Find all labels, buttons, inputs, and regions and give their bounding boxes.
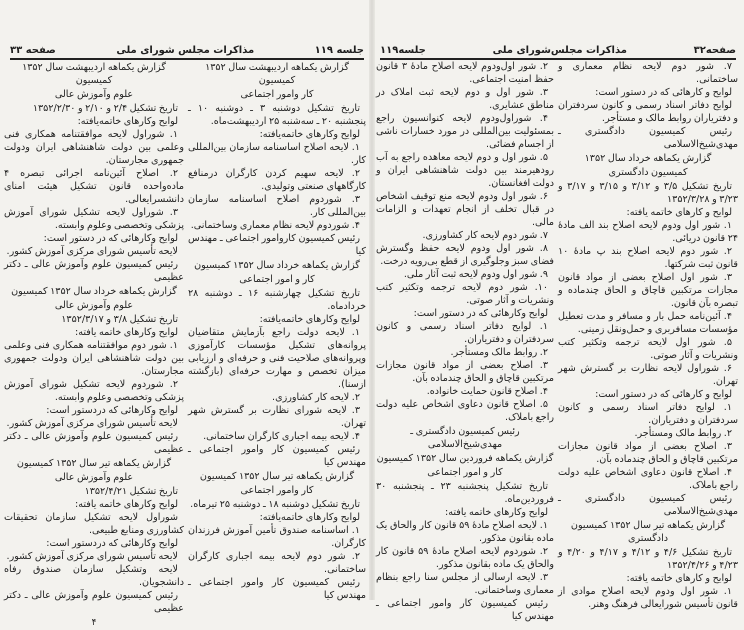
text-column <box>376 60 554 623</box>
paragraph: لوایح وکارهای خاتمه یافته: <box>75 327 178 338</box>
section-heading: کمیسیون دادگستری <box>608 167 688 178</box>
paragraph: لایحه تأسیس شورای مرکزی آموزش کشور. <box>6 246 178 257</box>
paragraph: ۲. لایحه کار کشاورزی. <box>272 392 360 403</box>
paragraph: ۱. شوراول لایحه موافقتنامه همکاری فنی وعلمی بین دولت شاهنشاهی ایران ودولت جمهوری مجارستان. <box>4 129 184 166</box>
paragraph: لوایح و کارهائی که در دستور است: <box>595 87 732 98</box>
column-body <box>558 60 738 611</box>
paragraph: لوایح وکارهای خاتمه‌یافته: <box>259 129 360 140</box>
right-page <box>372 0 744 622</box>
paragraph: ۲. شور دوم لایحه اصلاح بند پ مادهٔ ۱۰ قانون ثبت شرکتها. <box>558 246 738 270</box>
column-body <box>188 61 366 602</box>
paragraph: ۴. اصلاح قانون حمایت خانواده. <box>426 386 548 397</box>
page-number: صفحه۳۲ <box>693 45 736 56</box>
section-heading: کار و امور اجتماعی <box>239 274 315 285</box>
paragraph: تاریخ تشکیل دوشنبه ۱۸ ـ دوشنبه ۲۵ تیرماه. <box>190 499 360 510</box>
page-header <box>380 42 736 60</box>
page-header <box>10 42 364 60</box>
paragraph: ۲. اصلاح آئین‌نامه اجرائی تبصره ۴ ماده‌واحده قانون تشکیل هیئت امنای دانشسرایعالی. <box>4 168 184 205</box>
paragraph: لوایح وکارهای خاتمه یافته: <box>75 499 178 510</box>
section-heading: کار وامور اجتماعی <box>240 89 314 100</box>
paragraph: ۲. شوردوم لایحه تشکیل شورای آموزش پزشکی وتخصصی وعلوم وابسته. <box>4 379 184 403</box>
paragraph: ۲. شوردوم لایحه اصلاح مادهٔ ۵۹ قانون کار والحاق یک ماده بقانون مذکور. <box>376 546 554 570</box>
paragraph: رئیس کمیسیون کار وامور اجتماعی ـ مهندس کیا <box>376 598 554 622</box>
section-heading: گزارش یکماهه اردیبهشت سال ۱۳۵۲ کمیسیون <box>22 62 166 86</box>
paragraph: لایحه وتشکیل سازمان صندوق رفاه دانشجویان. <box>4 564 184 588</box>
paragraph: رئیس کمیسیون علوم وآموزش عالی ـ دکتر عظیمی <box>4 590 184 614</box>
section-heading: علوم وآموزش عالی <box>54 89 134 100</box>
section-heading: گزارش یکماهه تیر سال ۱۳۵۲ کمیسیون <box>16 458 172 469</box>
paragraph: رئیس کمیسیون علوم وآموزش عالی ـ دکتر عظیمی <box>4 259 184 283</box>
paragraph: ۱. اساسنامه صندوق تأمین آموزش فرزندان کارگران. <box>188 525 366 549</box>
section-heading: گزارش یکماهه فروردین سال ۱۳۵۲ کمیسیون <box>376 453 554 464</box>
paragraph: ۳. اصلاح بعضی از مواد قانون مجازات مرتکبین قاچاق و الحاق چندماده بآن. <box>558 441 738 465</box>
paragraph: ۳. لایحه شورای نظارت بر گسترش شهر تهران. <box>188 405 366 429</box>
journal-title: مذاکرات مجلس‌شورای ملی <box>492 45 627 56</box>
session-number: جلسه ۱۱۹ <box>314 45 364 56</box>
paragraph: رئیس کمیسیون کار وامور اجتماعی ـ مهندس کیا <box>188 444 366 468</box>
section-heading: کار وامور اجتماعی <box>240 485 314 496</box>
paragraph: ۶. شوراول لایحه نظارت بر گسترش شهر تهران. <box>558 363 738 387</box>
section-heading: گزارش یکماهه خرداد سال ۱۳۵۲ <box>584 153 712 164</box>
section-heading: گزارش یکماهه تیر سال ۱۳۵۲ کمیسیون دادگستری <box>570 520 726 544</box>
paragraph: تاریخ تشکیل ۲/۴ و ۲/۱۰ و ۱۳۵۲/۲/۳۰ <box>32 103 178 114</box>
paragraph: تاریخ تشکیل ۳/۵ و ۳/۱۲ و ۳/۱۵ و ۳/۱۷ و ۳/۲۳ و ۱۳۵۲/۳/۲۸ <box>558 181 738 205</box>
paragraph: لوایح وکارهای خاتمه‌یافته: <box>77 116 178 127</box>
folio-mark: ۴ <box>91 618 97 628</box>
paragraph: ۸. شور اول ودوم لایحه حفظ وگسترش فضای سبز وجلوگیری از قطع بی‌رویه درخت. <box>376 243 554 267</box>
paragraph: ۳. شور اول و دوم لایحه ثبت املاک در مناطق عشایری. <box>376 87 554 111</box>
paragraph: تاریخ تشکیل ۳/۸ و ۱۳۵۲/۳/۱۷ <box>61 314 178 325</box>
paragraph: تاریخ تشکیل ۴/۶ و ۴/۱۲ و ۴/۱۷ و ۴/۲۰ و ۴/۲۳ و ۱۳۵۲/۴/۲۶ <box>558 547 738 571</box>
section-heading: علوم وآموزش عالی <box>54 472 134 483</box>
paragraph: لوایح وکارهای خاتمه‌یافته: <box>259 314 360 325</box>
paragraph: ۷. شور دوم لایحه کار کشاورزی. <box>422 230 548 241</box>
text-column <box>558 60 738 611</box>
paragraph: ۱. شور اول ودوم لایحه اصلاح بند الف مادهٔ ۲۴ قانون دریائی. <box>558 220 738 244</box>
paragraph: ۶. شور اول ودوم لایحه منع توقیف اشخاص در قبال تخلف از انجام تعهدات و الزامات مالی. <box>376 191 554 228</box>
section-heading: گزارش یکماهه تیر سال ۱۳۵۲ کمیسیون <box>199 471 355 482</box>
paragraph: لوایح وکارهای خاتمه‌یافته: <box>259 512 360 523</box>
paragraph: لوایح وکارهائی که دردستور است: <box>46 405 178 416</box>
session-number: جلسه۱۱۹ <box>380 45 426 56</box>
paragraph: تاریخ تشکیل چهارشنبه ۱۶ ـ دوشنبه ۲۸ خردادماه. <box>188 288 366 312</box>
paragraph: لوایح دفاتر اسناد رسمی و کانون سردفتران و دفتریاران روابط مالک و مستأجر. <box>558 100 738 124</box>
paragraph: ۴. اصلاح قانون دعاوی اشخاص علیه دولت راجع باملاک. <box>558 467 738 491</box>
section-heading: گزارش یکماهه خرداد سال ۱۳۵۲ کمیسیون <box>194 260 360 271</box>
paragraph: شوراول لایحه تشکیل سازمان تحقیقات کشاورزی ومنابع طبیعی. <box>4 512 184 536</box>
journal-title: مذاکرات مجلس شورای ملی <box>116 45 255 56</box>
text-column <box>4 60 184 630</box>
column-body <box>376 60 554 623</box>
paragraph: ۷. شور دوم لایحه نظام معماری و ساختمانی. <box>558 61 738 85</box>
paragraph: ۲. روابط مالک ومستأجر. <box>634 428 732 439</box>
paragraph: لوایح وکارهائی که در دستور است: <box>413 308 548 319</box>
paragraph: ۲. روابط مالک ومستأجر. <box>450 347 548 358</box>
paragraph: لوایح وکارهائی که دردستور است: <box>46 538 178 549</box>
paragraph: ۱. لایحه دولت راجع بآزمایش متقاضیان پروانه‌های تشکیل مؤسسات کارآموزی وپروانه‌های صلاحیت فنی و حرفه‌ای و ارزیابی میزان تخصص و مهارت حرفه‌ای (بازگشته ازسنا). <box>188 327 366 390</box>
paragraph: ۱. شور دوم موافقتنامه همکاری فنی وعلمی بین دولت شاهنشاهی ایران ودولت جمهوری مجارستان. <box>4 340 184 377</box>
paragraph: ۲. شور دوم لایحه بیمه اجباری کارگران ساختمانی. <box>188 551 366 575</box>
paragraph: لوایح وکارهائی که در دستور است: <box>43 233 178 244</box>
paragraph: تاریخ تشکیل ۱۳۵۲/۴/۲۱ <box>84 486 178 497</box>
paragraph: رئیس کمیسیون دادگستری ـ مهدی‌شیخ‌الاسلامی <box>558 126 738 150</box>
paragraph: ۵. شور اول و دوم لایحه معاهده راجع به آب رودهیرمند بین دولت شاهنشاهی ایران و دولت افغانستان. <box>376 152 554 189</box>
paragraph: رئیس کمیسیون کار وامور اجتماعی ـ مهندس کیا <box>188 577 366 601</box>
paragraph: ۲. شور اول‌ودوم لایحه اصلاح مادهٔ ۳ قانون حفظ امنیت اجتماعی. <box>376 61 554 85</box>
paragraph: تاریخ تشکیل دوشنبه ۳ ـ دوشنبه ۱۰ ـ پنجشنبه ۲۰ ـ سه‌شنبه ۲۵ اردیبهشت‌ماه. <box>188 103 366 127</box>
paragraph: ۴. آئین‌نامه حمل بار و مسافر و مدت تعطیل مؤسسات مسافربری و حمل‌ونقل زمینی. <box>558 311 738 335</box>
paragraph: ۴. شوراول‌ودوم لایحه کنوانسیون راجع بمسئولیت بین‌المللی در مورد خسارات ناشی از اجسام فضائی. <box>376 113 554 150</box>
paragraph: ۳. شوراول لایحه تشکیل شورای آموزش پزشکی وتخصصی وعلوم وابسته. <box>4 207 184 231</box>
paragraph: لایحه تأسیس شورای مرکزی آموزش کشور. <box>6 551 178 562</box>
page-number: صفحه ۳۳ <box>10 45 56 56</box>
paragraph: ۱۰. شور دوم لایحه ترجمه وتکثیر کتب ونشریات و آثار صوتی. <box>376 282 554 306</box>
paragraph: ۴. شوردوم لایحه نظام معماری وساختمانی. <box>190 220 360 231</box>
paragraph: ۳. شور اول اصلاح بعضی از مواد قانون مجازات مرتکبین قاچاق و الحاق چندماده و تبصره بآن قانون. <box>558 272 738 309</box>
left-page <box>0 0 372 628</box>
column-body <box>4 61 184 615</box>
paragraph: ۱. لایحه اصلاح اساسنامه سازمان بین‌المللی کار. <box>188 142 366 166</box>
paragraph: لایحه تأسیس شورای مرکزی آموزش کشور. <box>6 418 178 429</box>
paragraph: ۳. اصلاح بعضی از مواد قانون مجازات مرتکبین قاچاق و الحاق چندماده بآن. <box>376 360 554 384</box>
section-heading: علوم وآموزش عالی <box>54 300 134 311</box>
paragraph: ۹. شور اول ودوم لایحه ثبت آثار ملی. <box>403 269 548 280</box>
paragraph: ۲. لایحه سهیم کردن کارگران درمنافع کارگاههای صنعتی وتولیدی. <box>188 168 366 192</box>
paragraph: ۵. شور اول لایحه ترجمه وتکثیر کتب ونشریات و آثار صوتی. <box>558 337 738 361</box>
paragraph: ۳. شوردوم اصلاح اساسنامه سازمان بین‌المللی کار. <box>188 194 366 218</box>
paragraph: لوایح و کارهائی که در دستور است: <box>595 389 732 400</box>
paragraph: لوایح و کارهای خاتمه یافته: <box>626 573 732 584</box>
paragraph: ۱. لوایح دفاتر اسناد رسمی و کانون سردفتران و دفتریاران. <box>558 402 738 426</box>
paragraph: تاریخ تشکیل پنجشنبه ۲۳ ـ پنجشنبه ۳۰ فروردین‌ماه. <box>376 481 554 505</box>
paragraph: ۳. لایحه ارسالی از مجلس سنا راجع بنظام معماری وساختمانی. <box>376 572 554 596</box>
text-column <box>188 60 366 602</box>
paragraph: ۴. لایحه بیمه اجباری کارگران ساختمانی. <box>203 431 360 442</box>
section-heading: رئیس کمیسیون دادگستری ـ مهدی‌شیخ‌الاسلامی <box>410 426 520 450</box>
paragraph: ۱. لایحه اصلاح مادهٔ ۵۹ قانون کار والحاق یک ماده بقانون مذکور. <box>376 520 554 544</box>
paragraph: لوایح وکارهای خاتمه یافته: <box>445 507 548 518</box>
section-heading: گزارش یکماهه اردیبهشت سال ۱۳۵۲ کمیسیون <box>205 62 349 86</box>
paragraph: ۱. لوایح دفاتر اسناد رسمی و کانون سردفتران و دفتریاران. <box>376 321 554 345</box>
paragraph: ۵. اصلاح قانون دعاوی اشخاص علیه دولت راجع باملاک. <box>376 399 554 423</box>
paragraph: ۱. شور اول ودوم لایحه اصلاح موادی از قانون تأسیس شورایعالی فرهنگ وهنر. <box>558 586 738 610</box>
section-heading: گزارش یکماهه خرداد سال ۱۳۵۲ کمیسیون <box>11 286 177 297</box>
paragraph: لوایح و کارهای خاتمه یافته: <box>626 207 732 218</box>
paragraph: رئیس کمیسیون دادگستری ـ مهدی‌شیخ‌الاسلامی <box>558 493 738 517</box>
paragraph: رئیس کمیسیون علوم وآموزش عالی ـ دکتر عظیمی <box>4 431 184 455</box>
paragraph: رئیس کمیسیون کاروامور اجتماعی ـ مهندس کیا <box>188 233 366 257</box>
section-heading: کار و امور اجتماعی <box>427 467 503 478</box>
